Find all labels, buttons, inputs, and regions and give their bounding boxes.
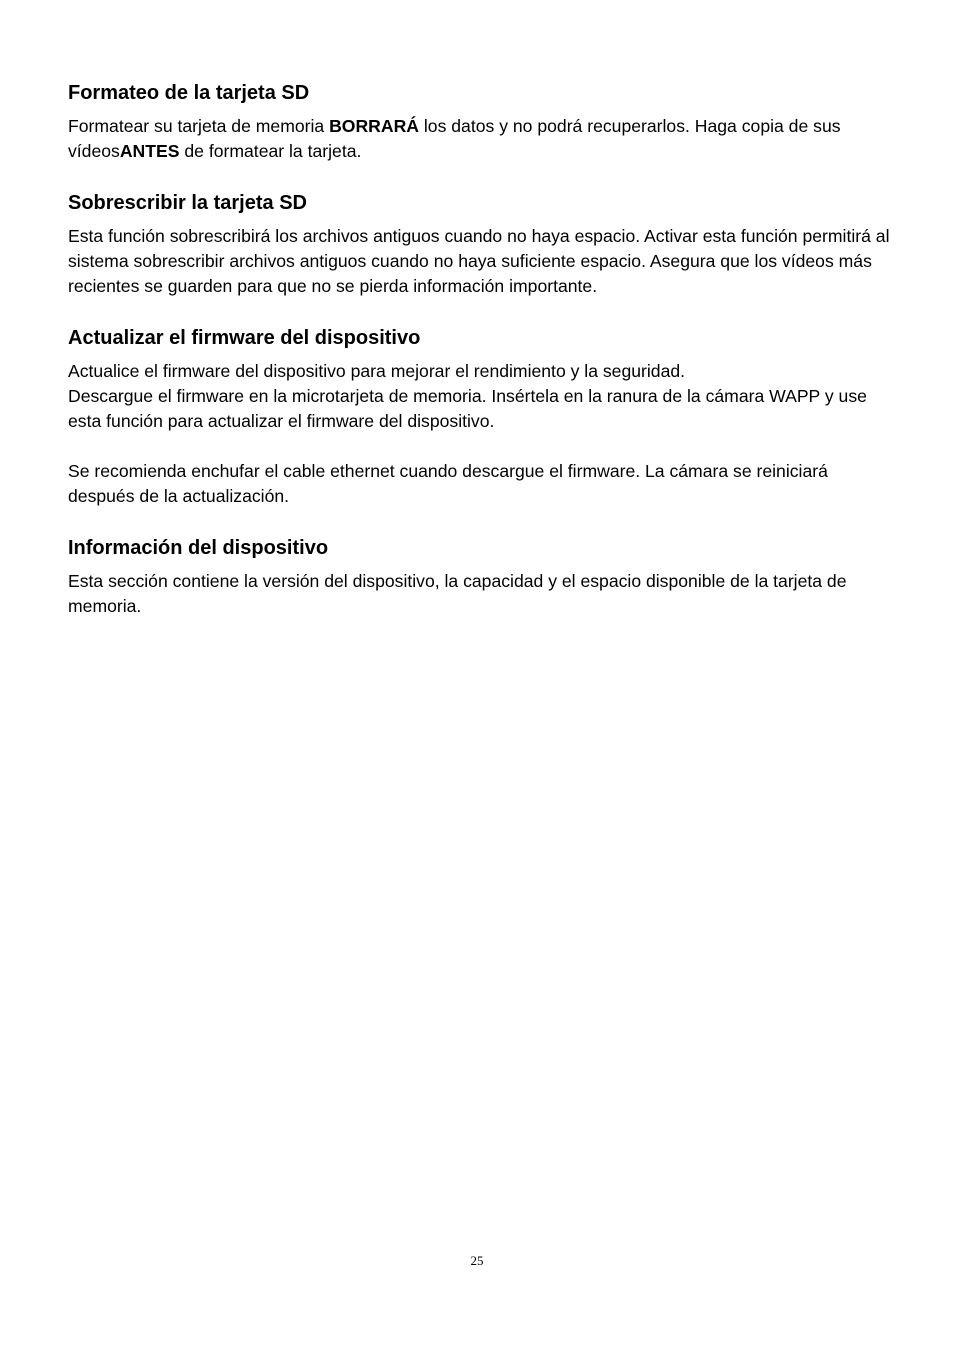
text-span: de formatear la tarjeta. bbox=[179, 141, 362, 161]
heading-firmware-update: Actualizar el firmware del dispositivo bbox=[68, 327, 421, 349]
bold-erase: BORRARÁ bbox=[329, 116, 419, 136]
page-number: 25 bbox=[470, 1253, 484, 1268]
heading-format-sd: Formateo de la tarjeta SD bbox=[68, 82, 310, 104]
bold-before: ANTES bbox=[119, 141, 180, 161]
paragraph-device-info: Esta sección contiene la versión del dispositivo, la capacidad y el espacio disponible de la tarjeta de memoria. bbox=[68, 571, 847, 616]
paragraph-firmware-ethernet: Se recomienda enchufar el cable ethernet cuando descargue el firmware. La cámara se reiniciará después de la actualización. bbox=[68, 461, 828, 506]
paragraph-format-sd bbox=[68, 114, 892, 164]
paragraph-firmware-download: Descargue el firmware en la microtarjeta de memoria. Insértela en la ranura de la cámara WAPP y use esta función para actualizar el firmware del dispositivo. bbox=[68, 386, 867, 431]
heading-device-info: Información del dispositivo bbox=[68, 537, 329, 559]
section-firmware-update bbox=[68, 323, 892, 509]
paragraph-overwrite-sd: Esta función sobrescribirá los archivos antiguos cuando no haya espacio. Activar esta función permitirá al sistema sobrescribir archivos antiguos cuando no haya suficiente espacio. Asegura que los vídeos más recientes se guarden para que no se pierda información importante. bbox=[68, 226, 890, 296]
section-overwrite-sd bbox=[68, 188, 892, 299]
heading-overwrite-sd: Sobrescribir la tarjeta SD bbox=[68, 192, 307, 214]
paragraph-firmware-intro: Actualice el firmware del dispositivo para mejorar el rendimiento y la seguridad. bbox=[68, 361, 686, 381]
document-page bbox=[68, 78, 892, 619]
text-span: Formatear su tarjeta de memoria bbox=[68, 116, 330, 136]
section-format-sd bbox=[68, 78, 892, 164]
section-device-info bbox=[68, 533, 892, 619]
text-span: los datos y no podrá recuperarlos. Haga copia de sus vídeos bbox=[68, 116, 841, 161]
